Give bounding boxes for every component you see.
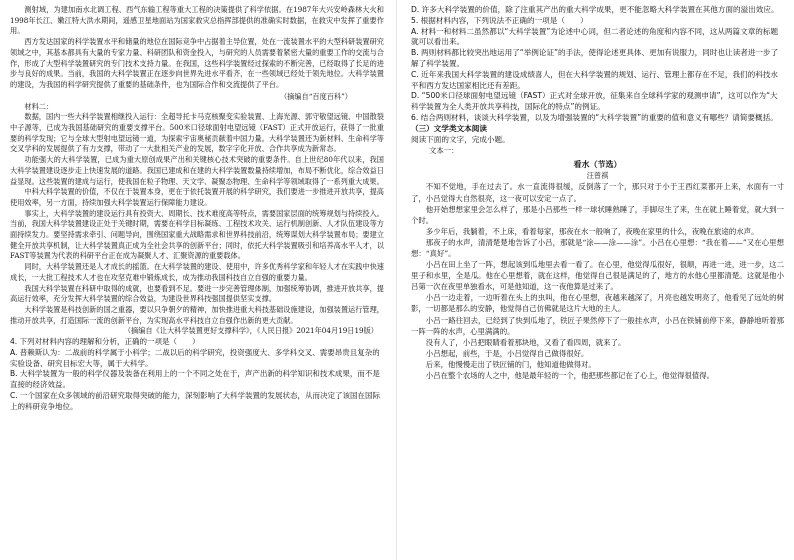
story-paragraph: 小吕一路往回去，已经到了快到瓜地了，铁匠子果然停下了一般挂水声，小吕在铁铺前停下来，静静地听着那一阵一阵的水声，心里满满的。 [411,315,784,336]
right-column [397,0,794,560]
question-5-option-c: C. 近年来我国大科学装置的建设成绩喜人，但在大科学装置的规划、运行、管理上都存在不足，我们的科技水平和西方发达国家相比还有差距。 [411,69,779,90]
story-paragraph: 多少年后，我躺着，不上床，看着每家，那夜在水一般响了，夜晚在家里的什么，夜晚在旅途的水声。 [425,226,759,236]
material1-paragraph: 西方发达国家的科学装置水平和储量的地位在国际竞争中占据着主导位置，处在一流装置水平的大型科研装置研究领域之中，其基本都具有大量的专家力量、科研团队和资金投入，与研究的人员需要着紧密大量的重要工作的交流与合作，形成了大型科学装置研究的专门技术支持力量。在我国，这些科学装置经过探索的不断完善，已经取得了长足的进步与良好的成果。当前，我国的大科学装置正在逐步向世界先进水平看齐，在一些领域已经处于领先地位。大科学装置的建设，为我国的科学研究提供了重要的基础条件，也为国际合作和交流提供了平台。 [10,37,384,89]
source-note: （摘编自《让大科学装置更好支撑科学》，《人民日报》2021年04月19日19版） [123,326,378,336]
material2-paragraph: 我国大科学装置在科研中取得的成就，也要看到不足。要进一步完善管理体制，加强统筹协调，推进开放共享，提高运行效率，充分发挥大科学装置的综合效益，为建设世界科技强国提供坚实支撑。 [10,283,384,304]
story-paragraph: 小吕一边走着，一边听着在头上的虫叫，他在心里想，夜越来越深了，月亮也越发明亮了，他看见了远处的树影，一切都是那么的安静，他觉得自己仿佛就是这片大地的主人。 [411,293,784,314]
material1-paragraph: 测射域，为建加南水北调工程、西气东输工程等重大工程的决策提供了科学依据。在1987年大兴安岭森林大火和1998年长江、嫩江特大洪水期间，遥感卫星地面站为国家救灾总指挥部提供的准确实时数据，在救灾中发挥了重要作用。 [10,5,384,36]
story-paragraph: 小吕想起，前些，于是，小吕觉得自己做得很好。 [425,348,589,358]
section-heading: （三）文学类文本阅读 [411,123,487,133]
story-paragraph: 不知不觉地，手在过去了。水一直流得很缓，反倒落了一个，那只对于小于王西红菜都开上来，水面有一寸了，小吕觉得大自然很亮，这一夜可以安定一点了。 [411,182,784,203]
source-note: （摘编自“百度百科”） [279,91,352,101]
story-title: 看水（节选） [573,159,622,170]
material2-paragraph: 同时，大科学装置还是人才成长的摇篮。在大科学装置的建设、使用中，许多优秀科学家和年轻人才在实践中快速成长，一大批工程技术人才也在攻坚克难中锻炼成长，成为推动我国科技自立自强的重要力量。 [10,262,384,282]
question-6: 6. 结合两则材料，谈谈大科学装置，以及为增强装置的“大科学装置”的重要的值和意义有哪些？请简要概括。 [411,112,778,122]
question-4-option-b: B. 大科学装置为一般的科学仪器及装备在利用上的一个不同之处在于，声产出新的科学知识和技术成果，而不是直接的经济效益。 [10,369,380,390]
question-5-option-a: A. 材料一和材料二虽然都以“大科学装置”为论述中心词，但二者论述的角度和内容不同，这从两篇文章的标题就可以看出来。 [411,26,779,47]
section-instruction: 阅读下面的文字，完成小题。 [411,134,510,144]
story-author: 汪曾祺 [586,171,609,181]
story-paragraph: 小吕在整个农场的人之中，他是最年轻的一个，他把那些都记在了心上，他觉得很值得。 [425,371,715,381]
question-5: 5. 根据材料内容，下列说法不正确的一项是（ ） [411,15,588,25]
question-4-option-d: D. 许多大科学装置的价值，除了注重其产出的重大科学成果，更不能忽略大科学装置在其他方面的溢出效应。 [411,5,779,14]
story-paragraph: 没有人了，小吕把眼睛看着那块地，又看了看四周，就来了。 [425,337,626,347]
material2-paragraph: 数据，国内一些大科学装置相继投入运行：全超导托卡马克核聚变实验装置、上海光源、郭守敬望远镜、中国散裂中子源等，已成为我国基础研究的重要支撑平台。500米口径球面射电望远镜（FAST）正式开放运行，获得了一批重要的科学发现；它与全球大型射电望远镜一道，为探索宇宙奥秘贡献着中国力量。大科学装置还为新材料、生命科学等交叉学科的发展提供了有力支撑，带动了一大批相关产业的发展，数字字化开放、合作共享成为新常态。 [10,112,384,154]
material2-paragraph: 中科大科学装置的价值，不仅在于装置本身，更在于依托装置开展的科学研究，我们要进一步推进开放共享，提高使用效率，另一方面，持续加强大科学装置运行保障能力建设。 [10,187,384,207]
story-paragraph: 后来，他慢慢走出了铁匠铺的门，他知道他做得对。 [425,359,596,369]
material2-paragraph: 功能强大的大科学装置，已成为重大原创成果产出和关键核心技术突破的重要条件。自上世纪80年代以来，我国大科学装置建设逐步走上快速发展的道路。我国已建成和在建的大科学装置数量持续增加，布局不断优化，综合效益日益显现。这些装置的建成与运行，使我国在粒子物理、天文学、凝聚态物理、生命科学等领域取得了一系列重大成果。 [10,155,384,186]
text-label: 文本一： [429,146,459,156]
question-4-option-a: A. 普赖斯认为：二战前的科学属于小科学；二战以后的科学研究，投资强度大、多学科交叉、需要昂贵且复杂的实验设备、研究目标宏大等，属于大科学。 [10,347,380,368]
story-paragraph: 那夜子的水声，清清楚楚地告诉了小吕，那就是“涂——涂——涂”。小吕在心里想：“我在着——”又在心里想想：“真好”。 [411,237,784,259]
story-paragraph: 他开始想想家里会怎么样了，那是小吕那些一样一球状睡熟睡了，手脚尽生了来，生在就上睡着觉，就大到一个时。 [411,204,784,225]
question-5-option-d: D. “500米口径球面射电望远镜（FAST）正式对全球开放，征集来自全球科学家的观测申请”，这可以作为“大科学装置为全人类开放共享科技，国际化的特点”的例证。 [411,91,778,112]
question-5-option-b: B. 两则材料都比较突出地运用了“举例论证”的手法，使得论述更具体、更加有说服力，同时也让读者进一步了解了科学装置。 [411,48,779,68]
material2-paragraph: 事实上，大科学装置的建设运行具有投资大、周期长、技术难度高等特点，需要国家层面的统筹规划与持续投入。当前，我国大科学装置建设正处于关键时期，需要在科学目标凝练、工程技术攻关、运行机制创新、人才队伍建设等方面持续发力。要坚持需求牵引、问题导向，围绕国家重大战略需求和世界科技前沿，统筹谋划大科学装置布局；要建立健全开放共享机制，让大科学装置真正成为全社会共享的创新平台；同时，依托大科学装置吸引和培养高水平人才，以FAST等装置为代表的科研平台正在成为凝聚人才、汇聚资源的重要载体。 [10,208,384,261]
question-4-option-c: C. 一个国家在众多领域的前沿研究取得突破的能力，深刻影响了大科学装置的发展状态，从而决定了该国在国际上的科研竞争地位。 [10,391,381,411]
question-4: 4. 下列对材料内容的理解和分析，正确的一项是（ ） [10,337,200,347]
story-paragraph: 小吕在田上坐了一阵，想起该到瓜地里去看一看了。在心里，他觉得瓜很好，很顺，再进一进，进一步，这二里子和水里，全是瓜。他在心里想着，就在这样，他觉得自己很是满足的了，地方的水他心里都清楚。这就是他小吕第一次在夜里单独看水，可是他知道，这一夜他算是过来了。 [411,260,784,292]
material2-paragraph: 大科学装置是科技创新的国之重器，要以只争朝夕的精神，加快推进重大科技基础设施建设，加强装置运行管理，推动开放共享，打造国际一流的创新平台，为实现高水平科技自立自强作出新的更大贡献。 [10,304,384,325]
material2-heading: 材料二： [24,101,54,111]
